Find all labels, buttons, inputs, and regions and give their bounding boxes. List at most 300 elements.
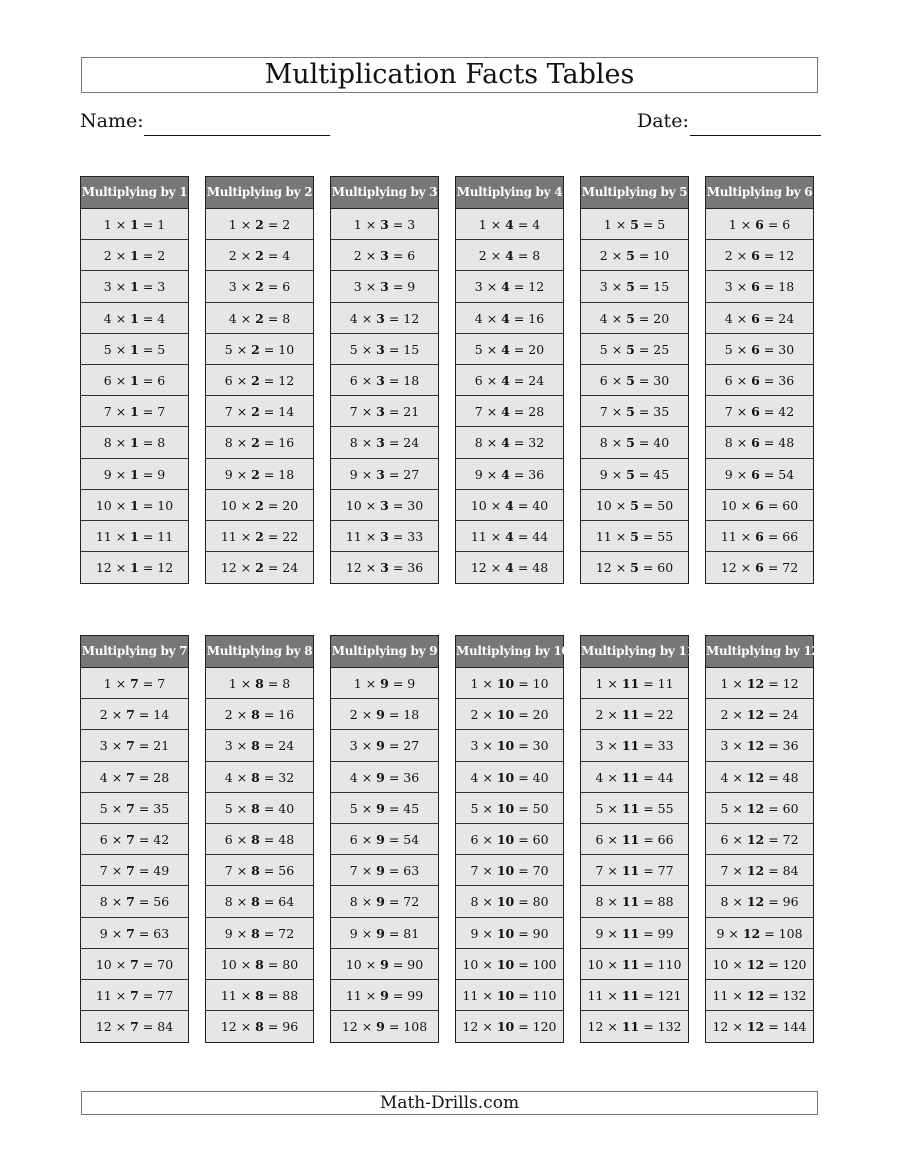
table-header: Multiplying by 6 [706,177,813,209]
factor: 2 [255,497,264,513]
factor: 11 [621,894,640,910]
multiplicand: 10 [345,956,362,972]
equals-sign: = [138,341,158,357]
product: 24 [782,707,799,723]
factor: 2 [251,435,260,451]
factor: 11 [621,738,640,754]
multiplicand: 11 [220,528,237,544]
product: 20 [282,497,299,513]
factor: 2 [255,248,264,264]
product: 3 [407,217,416,232]
product: 30 [778,341,795,357]
equals-sign: = [764,800,783,816]
table-row [81,918,188,949]
factor: 11 [621,769,640,785]
table-row [206,1011,313,1042]
times-sign: × [361,676,381,691]
table-row [81,552,188,583]
times-sign: × [486,560,506,576]
equals-sign: = [764,769,783,785]
table-row [206,855,313,886]
table-row [581,303,688,334]
multiplicand: 5 [720,800,729,816]
multiplicand: 4 [103,310,112,326]
product: 56 [153,894,170,910]
equals-sign: = [384,769,404,785]
times-sign: × [232,435,252,451]
multiplicand: 2 [228,248,237,264]
table-row [581,459,688,490]
product: 25 [653,341,670,357]
factor: 2 [251,341,260,357]
multiplicand: 7 [224,404,233,420]
factor: 3 [380,279,389,295]
factor: 12 [742,925,761,941]
equals-sign: = [509,341,529,357]
multiplicand: 1 [353,217,362,232]
table-row [706,918,813,949]
equals-sign: = [513,217,533,232]
equals-sign: = [514,800,533,816]
product: 2 [282,217,291,232]
product: 14 [153,707,170,723]
product: 45 [403,800,420,816]
product: 16 [528,310,545,326]
product: 24 [528,372,545,388]
multiplicand: 4 [224,769,233,785]
multiplicand: 2 [724,248,733,264]
equals-sign: = [639,987,658,1003]
times-sign: × [357,800,377,816]
equals-sign: = [259,863,279,879]
factor: 2 [251,372,260,388]
table-row [81,730,188,761]
table-row [456,427,563,458]
product: 12 [157,560,174,576]
times-sign: × [111,372,131,388]
product: 22 [282,528,299,544]
table-row [81,427,188,458]
equals-sign: = [259,707,279,723]
equals-sign: = [639,800,658,816]
multiplicand: 7 [349,404,358,420]
factor: 6 [755,528,764,544]
factor: 11 [621,863,640,879]
table-row [706,855,813,886]
product: 10 [278,341,295,357]
date-field-line[interactable] [690,135,821,136]
equals-sign: = [138,560,158,576]
equals-sign: = [513,497,533,513]
multiplicand: 4 [228,310,237,326]
equals-sign: = [639,676,658,691]
equals-sign: = [263,956,283,972]
times-sign: × [361,560,381,576]
times-sign: × [107,769,127,785]
factor: 9 [376,800,385,816]
multiplicand: 1 [103,676,112,691]
factor: 9 [376,769,385,785]
product: 9 [407,279,416,295]
times-sign: × [478,863,497,879]
product: 72 [278,925,295,941]
table-row [706,303,813,334]
factor: 5 [630,528,639,544]
table-row [206,918,313,949]
product: 42 [153,831,170,847]
multiplicand: 7 [99,863,108,879]
table-row [456,521,563,552]
multiplicand: 1 [228,217,237,232]
table-row [706,762,813,793]
table-row [456,271,563,302]
times-sign: × [357,894,377,910]
table-row [331,699,438,730]
product: 24 [282,560,299,576]
product: 6 [282,279,291,295]
times-sign: × [482,310,502,326]
table-row [206,490,313,521]
times-sign: × [607,310,627,326]
table-row [581,1011,688,1042]
times-sign: × [478,707,497,723]
factor: 6 [751,435,760,451]
table-row [706,365,813,396]
multiplicand: 9 [224,466,233,482]
multiplicand: 1 [603,217,612,232]
equals-sign: = [138,956,158,972]
equals-sign: = [513,560,533,576]
times-sign: × [607,404,627,420]
product: 84 [782,863,799,879]
multiplicand: 5 [224,341,233,357]
equals-sign: = [259,372,279,388]
times-sign: × [232,738,252,754]
times-sign: × [357,435,377,451]
factor: 4 [501,372,510,388]
factor: 12 [746,676,765,691]
product: 40 [532,769,549,785]
multiplicand: 12 [95,560,112,576]
equals-sign: = [764,956,783,972]
factor: 3 [376,466,385,482]
product: 80 [532,894,549,910]
product: 121 [657,987,682,1003]
factor: 4 [505,248,514,264]
table-row [706,459,813,490]
table-row [581,490,688,521]
equals-sign: = [759,466,779,482]
times-sign: × [111,987,131,1003]
table-row [81,793,188,824]
equals-sign: = [634,404,654,420]
factor: 3 [380,217,389,232]
equals-sign: = [514,831,533,847]
equals-sign: = [384,894,404,910]
times-table-10 [455,635,570,1043]
multiplicand: 12 [720,560,737,576]
factor: 8 [255,956,264,972]
factor: 12 [746,738,765,754]
table-row [456,918,563,949]
times-table-3 [330,176,439,584]
multiplicand: 2 [103,248,112,264]
equals-sign: = [638,560,658,576]
product: 24 [278,738,295,754]
product: 4 [282,248,291,264]
equals-sign: = [639,1019,658,1035]
multiplicand: 10 [220,497,237,513]
product: 48 [532,560,549,576]
times-sign: × [111,497,131,513]
times-sign: × [482,466,502,482]
factor: 7 [126,769,135,785]
factor: 9 [376,863,385,879]
factor: 5 [626,341,635,357]
equals-sign: = [764,831,783,847]
table-row [456,365,563,396]
product: 12 [403,310,420,326]
times-sign: × [232,707,252,723]
equals-sign: = [639,831,658,847]
factor: 8 [251,769,260,785]
factor: 10 [496,738,515,754]
equals-sign: = [514,987,533,1003]
times-sign: × [236,1019,256,1035]
table-row [331,365,438,396]
product: 110 [532,987,557,1003]
times-sign: × [482,279,502,295]
equals-sign: = [509,372,529,388]
times-sign: × [736,560,756,576]
factor: 6 [751,341,760,357]
equals-sign: = [764,894,783,910]
table-row [206,793,313,824]
table-header: Multiplying by 1 [81,177,188,209]
times-sign: × [357,925,377,941]
equals-sign: = [634,279,654,295]
table-row [706,552,813,583]
times-sign: × [478,800,497,816]
table-row [706,271,813,302]
times-sign: × [603,1019,622,1035]
equals-sign: = [384,800,404,816]
factor: 12 [746,800,765,816]
table-header: Multiplying by 3 [331,177,438,209]
factor: 1 [130,435,139,451]
multiplicand: 1 [470,676,479,691]
table-row [331,762,438,793]
times-table-6 [705,176,814,584]
factor: 2 [255,279,264,295]
factor: 12 [746,863,765,879]
equals-sign: = [134,769,154,785]
product: 30 [653,372,670,388]
table-row [581,918,688,949]
table-row [81,949,188,980]
factor: 3 [376,435,385,451]
table-row [206,396,313,427]
times-sign: × [107,707,127,723]
product: 132 [657,1019,682,1035]
product: 49 [153,863,170,879]
multiplicand: 4 [599,310,608,326]
factor: 5 [630,497,639,513]
times-sign: × [486,217,506,232]
multiplicand: 9 [103,466,112,482]
factor: 9 [380,987,389,1003]
times-sign: × [111,956,131,972]
factor: 3 [380,497,389,513]
factor: 5 [626,372,635,388]
multiplicand: 3 [349,738,358,754]
table-row [581,427,688,458]
equals-sign: = [138,217,158,232]
equals-sign: = [513,248,533,264]
product: 35 [153,800,170,816]
multiplicand: 10 [595,497,612,513]
times-sign: × [357,769,377,785]
table-row [706,699,813,730]
times-sign: × [111,404,131,420]
table-row [706,793,813,824]
product: 90 [532,925,549,941]
times-sign: × [111,279,131,295]
table-row [331,824,438,855]
table-row [706,334,813,365]
times-sign: × [111,676,131,691]
product: 99 [407,987,424,1003]
multiplicand: 6 [99,831,108,847]
table-row [331,886,438,917]
product: 36 [778,372,795,388]
table-row [456,949,563,980]
product: 1 [157,217,166,232]
times-sign: × [361,279,381,295]
times-sign: × [111,217,131,232]
times-sign: × [728,987,747,1003]
equals-sign: = [138,497,158,513]
multiplicand: 5 [224,800,233,816]
product: 36 [407,560,424,576]
table-row [81,980,188,1011]
name-field-line[interactable] [144,135,330,136]
equals-sign: = [639,956,658,972]
equals-sign: = [259,435,279,451]
multiplicand: 4 [720,769,729,785]
factor: 10 [496,925,515,941]
factor: 1 [130,560,139,576]
equals-sign: = [384,1019,404,1035]
product: 14 [278,404,295,420]
times-table-1 [80,176,189,584]
product: 144 [782,1019,807,1035]
factor: 7 [130,987,139,1003]
equals-sign: = [388,956,408,972]
multiplicand: 12 [587,1019,604,1035]
page-title: Multiplication Facts Tables [81,57,818,93]
table-row [331,271,438,302]
multiplicand: 8 [224,435,233,451]
equals-sign: = [639,894,658,910]
times-sign: × [611,560,631,576]
times-sign: × [236,987,256,1003]
equals-sign: = [138,676,158,691]
multiplicand: 1 [478,217,487,232]
table-row [331,303,438,334]
times-sign: × [603,894,622,910]
table-row [581,240,688,271]
factor: 6 [751,372,760,388]
equals-sign: = [388,560,408,576]
equals-sign: = [384,310,404,326]
table-row [581,730,688,761]
equals-sign: = [638,497,658,513]
multiplicand: 12 [462,1019,479,1035]
equals-sign: = [759,279,779,295]
factor: 6 [751,310,760,326]
multiplicand: 10 [470,497,487,513]
table-row [206,303,313,334]
product: 60 [657,560,674,576]
product: 10 [157,497,174,513]
equals-sign: = [388,676,408,691]
product: 8 [282,310,291,326]
multiplicand: 10 [345,497,362,513]
product: 20 [653,310,670,326]
factor: 2 [255,217,264,232]
times-table-9 [330,635,439,1043]
factor: 10 [496,863,515,879]
factor: 7 [126,800,135,816]
multiplicand: 4 [724,310,733,326]
table-row [331,427,438,458]
equals-sign: = [384,341,404,357]
factor: 6 [751,404,760,420]
equals-sign: = [634,466,654,482]
times-sign: × [603,956,622,972]
equals-sign: = [509,435,529,451]
equals-sign: = [634,248,654,264]
product: 32 [528,435,545,451]
factor: 7 [126,894,135,910]
equals-sign: = [138,1019,158,1035]
product: 2 [157,248,166,264]
product: 108 [778,925,803,941]
footer-credit: Math-Drills.com [81,1091,818,1115]
times-sign: × [603,863,622,879]
times-sign: × [107,831,127,847]
product: 66 [657,831,674,847]
table-row [456,980,563,1011]
equals-sign: = [138,987,158,1003]
multiplicand: 1 [228,676,237,691]
times-sign: × [232,831,252,847]
product: 108 [403,1019,428,1035]
equals-sign: = [259,769,279,785]
equals-sign: = [514,1019,533,1035]
times-sign: × [361,956,381,972]
product: 15 [403,341,420,357]
times-sign: × [357,372,377,388]
times-sign: × [107,925,127,941]
table-row [581,824,688,855]
times-table-4 [455,176,564,584]
multiplicand: 6 [224,372,233,388]
multiplicand: 3 [599,279,608,295]
table-row [331,209,438,240]
multiplicand: 6 [474,372,483,388]
